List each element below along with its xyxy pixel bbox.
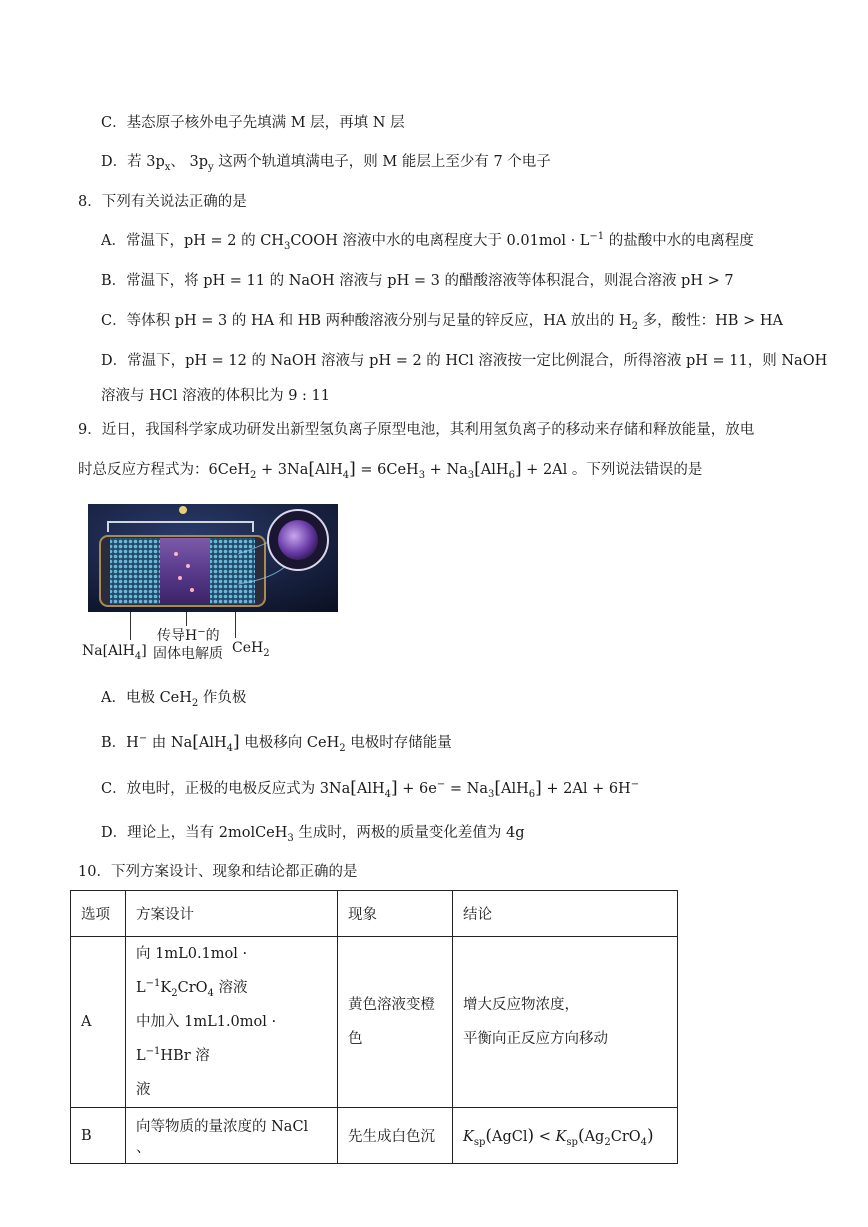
q7-option-d: D．若 $3p_x$、 $3p_y$ 这两个轨道填满电子，则 M 能层上至少有 7 个电子 bbox=[101, 154, 551, 173]
leader-mid bbox=[186, 612, 187, 626]
row-b-conclusion: $K_{sp}(AgCl) < K_{sp}(Ag_2CrO_4)$ bbox=[453, 1108, 678, 1164]
q10-stem: 10．下列方案设计、现象和结论都正确的是 bbox=[78, 864, 358, 880]
row-a-phenomenon: 黄色溶液变橙 色 bbox=[338, 937, 453, 1108]
fig-label-electrolyte-line1: 传导H−的 bbox=[157, 626, 220, 644]
q9-stem-line1: 9．近日，我国科学家成功研发出新型氢负离子原型电池，其利用氢负离子的移动来存储和释放能量，放电 bbox=[78, 422, 755, 438]
header-phenomenon: 现象 bbox=[338, 891, 453, 937]
q8-option-a: A．常温下，pH = 2 的 $CH_3COOH$ 溶液中水的电离程度大于 $0.01mol \cdot L^{-1}$ 的盐酸中水的电离程度 bbox=[101, 231, 754, 252]
q7-option-c: C．基态原子核外电子先填满 M 层，再填 N 层 bbox=[101, 115, 405, 131]
header-plan: 方案设计 bbox=[126, 891, 338, 937]
fig-label-na-alh4: Na[AlH$_4$] bbox=[82, 643, 147, 662]
q9-option-d: D．理论上，当有 2molCeH$_3$ 生成时，两极的质量变化差值为 4g bbox=[101, 825, 525, 844]
fig-label-ceh2: CeH$_2$ bbox=[232, 640, 270, 659]
leader-left bbox=[130, 612, 131, 640]
q9-stem-line2: 时总反应方程式为：$6CeH_2 + 3Na[AlH_4] = 6CeH_3 + Na_3[AlH_6] + 2Al$ 。下列说法错误的是 bbox=[78, 459, 703, 481]
q8-option-d-line2: 溶液与 HCl 溶液的体积比为 9 : 11 bbox=[101, 388, 330, 404]
q9-option-a: A．电极 CeH$_2$ 作负极 bbox=[101, 690, 247, 709]
q9-option-c: C．放电时，正极的电极反应式为 $3Na[AlH_4] + 6e^- = Na_3[AlH_6] + 2Al + 6H^-$ bbox=[101, 778, 640, 800]
header-option: 选项 bbox=[71, 891, 126, 937]
row-b-option: B bbox=[71, 1108, 126, 1164]
q8-option-b: B．常温下，将 pH = 11 的 NaOH 溶液与 pH = 3 的醋酸溶液等体积混合，则混合溶液 pH > 7 bbox=[101, 273, 734, 289]
row-a-plan: 向 $1mL0.1mol \cdot L^{-1}K_2CrO_4$ 溶液 中加入 $1mL1.0mol \cdot L^{-1}HBr$ 溶 液 bbox=[126, 937, 338, 1108]
table-row-b bbox=[71, 1108, 678, 1164]
battery-figure bbox=[88, 504, 338, 612]
q8-stem: 8．下列有关说法正确的是 bbox=[78, 194, 247, 210]
row-b-phenomenon: 先生成白色沉 bbox=[338, 1108, 453, 1164]
table-row-a bbox=[71, 937, 678, 1108]
q9-option-b: B．H− 由 Na[AlH$_4$] 电极移向 CeH$_2$ 电极时存储能量 bbox=[101, 732, 452, 754]
leader-right bbox=[235, 612, 236, 638]
q10-table bbox=[70, 890, 678, 1164]
row-b-plan: 向等物质的量浓度的 NaCl 、 bbox=[126, 1108, 338, 1164]
table-header-row bbox=[71, 891, 678, 937]
q8-option-c: C．等体积 pH = 3 的 HA 和 HB 两种酸溶液分别与足量的锌反应，HA 放出的 $H_2$ 多，酸性：HB > HA bbox=[101, 313, 783, 332]
header-conclusion: 结论 bbox=[453, 891, 678, 937]
row-a-option: A bbox=[71, 937, 126, 1108]
q8-option-d-line1: D．常温下，pH = 12 的 NaOH 溶液与 pH = 2 的 HCl 溶液按一定比例混合，所得溶液 pH = 11，则 NaOH bbox=[101, 353, 828, 369]
fig-label-electrolyte-line2: 固体电解质 bbox=[153, 646, 223, 662]
row-a-conclusion: 增大反应物浓度， 平衡向正反应方向移动 bbox=[453, 937, 678, 1108]
